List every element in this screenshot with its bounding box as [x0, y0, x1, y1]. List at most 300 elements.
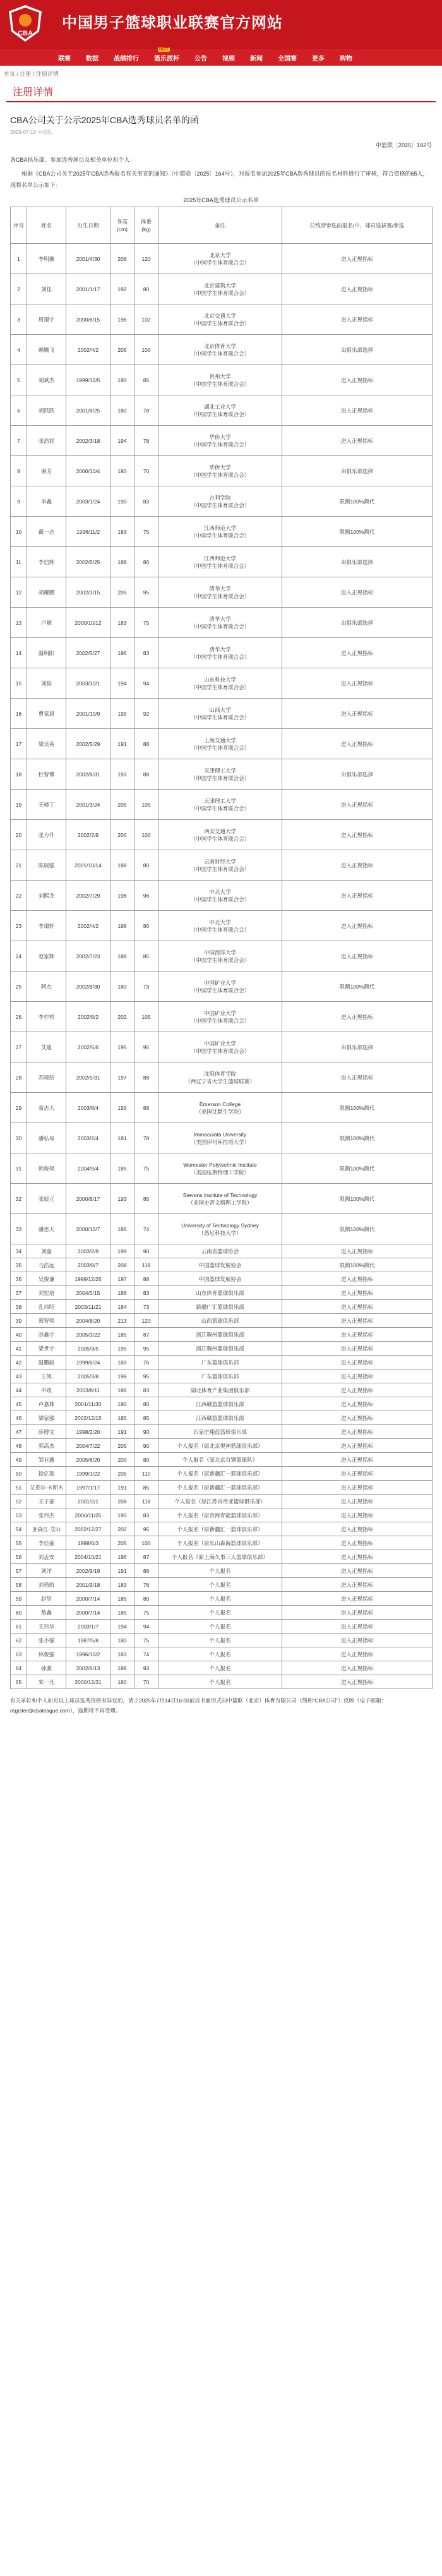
- table-cell: 卢琥: [27, 608, 66, 638]
- table-cell: 52: [11, 1495, 27, 1508]
- table-cell: 2001/9/18: [66, 1578, 110, 1592]
- greeting: 各CBA俱乐部、参加选秀球员及相关单位和个人：: [10, 157, 136, 163]
- table-row: [11, 1495, 433, 1508]
- table-cell: 个人报名（原乐山森海篮球俱乐部）: [158, 1536, 282, 1550]
- table-row: [11, 1439, 433, 1453]
- table-cell: 中国海洋大学 （中国学生体育联合会）: [158, 941, 282, 972]
- table-cell: 2002/5/31: [66, 1062, 110, 1093]
- table-cell: 限额100%额代: [282, 1153, 433, 1184]
- table-cell: 83: [134, 638, 158, 668]
- table-cell: 75: [134, 1153, 158, 1184]
- table-cell: 孙骏: [27, 1661, 66, 1675]
- table-row: [11, 820, 433, 850]
- table-cell: 2002/5/27: [66, 638, 110, 668]
- table-cell: 清华大学 （中国学生体育联合会）: [158, 577, 282, 608]
- table-cell: 2002/5/29: [66, 729, 110, 759]
- column-header: 备注: [158, 207, 282, 244]
- table-cell: 2004/7/22: [66, 1439, 110, 1453]
- table-row: [11, 1032, 433, 1062]
- table-cell: 韩俊翔: [27, 1153, 66, 1184]
- table-cell: 184: [110, 1300, 134, 1314]
- table-cell: 山东科技大学 （中国学生体育联合会）: [158, 668, 282, 699]
- table-cell: 进入正规指标: [282, 668, 433, 699]
- table-row: [11, 668, 433, 699]
- table-cell: 75: [134, 1634, 158, 1647]
- table-row: [11, 1244, 433, 1258]
- table-cell: 73: [134, 972, 158, 1002]
- table-cell: 江西师范大学 （中国学生体育联合会）: [158, 517, 282, 547]
- nav-item[interactable]: 战绩排行: [114, 55, 139, 63]
- table-cell: 65: [11, 1675, 27, 1689]
- table-cell: 88: [134, 1272, 158, 1286]
- table-cell: 清华大学 （中国学生体育联合会）: [158, 608, 282, 638]
- table-row: [11, 1606, 433, 1620]
- table-cell: 80: [134, 274, 158, 304]
- table-cell: 180: [110, 1634, 134, 1647]
- table-cell: 16: [11, 699, 27, 729]
- table-cell: 59: [11, 1592, 27, 1606]
- table-cell: 80: [134, 911, 158, 941]
- table-cell: Emerson College （美国艾默生学院）: [158, 1093, 282, 1123]
- table-cell: 185: [110, 1153, 134, 1184]
- table-cell: 11: [11, 547, 27, 577]
- table-cell: 83: [134, 1383, 158, 1397]
- table-cell: 限额100%额代: [282, 1093, 433, 1123]
- table-row: [11, 426, 433, 456]
- table-cell: 194: [110, 1620, 134, 1634]
- table-cell: 44: [11, 1383, 27, 1397]
- table-cell: 188: [110, 1286, 134, 1300]
- table-row: [11, 1620, 433, 1634]
- table-row: [11, 244, 433, 274]
- table-cell: Worcester Polytechnic Institute （美国伍斯特理工学院）: [158, 1153, 282, 1184]
- table-cell: 温鹏骏: [27, 1356, 66, 1369]
- table-cell: 个人报名: [158, 1564, 282, 1578]
- nav-item[interactable]: 视频: [222, 55, 235, 63]
- table-cell: 进入正规指标: [282, 1002, 433, 1032]
- table-cell: 进入正规指标: [282, 1564, 433, 1578]
- table-cell: 胡凯跃: [27, 395, 66, 426]
- table-cell: 个人报名: [158, 1634, 282, 1647]
- table-cell: 张力升: [27, 820, 66, 850]
- table-cell: 进入正规指标: [282, 1411, 433, 1425]
- table-cell: 183: [110, 517, 134, 547]
- table-cell: 进入正规指标: [282, 881, 433, 911]
- table-cell: 邹业鑫: [27, 1453, 66, 1467]
- table-cell: 205: [110, 790, 134, 820]
- table-cell: 80: [134, 1592, 158, 1606]
- table-cell: 61: [11, 1620, 27, 1634]
- table-cell: 1999/1/22: [66, 1467, 110, 1481]
- table-cell: 湖北工业大学 （中国学生体育联合会）: [158, 395, 282, 426]
- table-cell: 刘洋: [27, 1564, 66, 1578]
- table-cell: 90: [134, 1425, 158, 1439]
- table-cell: 120: [134, 1314, 158, 1328]
- table-cell: 个人报名（原上海久事三人篮球俱乐部）: [158, 1550, 282, 1564]
- table-cell: 6: [11, 395, 27, 426]
- table-cell: 进入正规指标: [282, 729, 433, 759]
- table-cell: 2002/6/13: [66, 1661, 110, 1675]
- table-cell: 193: [110, 1093, 134, 1123]
- table-cell: 2001/11/30: [66, 1397, 110, 1411]
- table-cell: 个人报名: [158, 1620, 282, 1634]
- table-cell: 2004/10/21: [66, 1550, 110, 1564]
- table-row: [11, 1383, 433, 1397]
- table-cell: 2001/4/30: [66, 244, 110, 274]
- table-cell: 艾迪: [27, 1032, 66, 1062]
- table-cell: 196: [110, 304, 134, 335]
- table-cell: 193: [110, 759, 134, 790]
- table-row: [11, 1300, 433, 1314]
- table-cell: 32: [11, 1184, 27, 1214]
- table-cell: 限额100%额代: [282, 972, 433, 1002]
- table-row: [11, 1397, 433, 1411]
- table-cell: 29: [11, 1093, 27, 1123]
- table-cell: 191: [110, 1564, 134, 1578]
- table-cell: 202: [110, 1002, 134, 1032]
- table-row: [11, 1123, 433, 1153]
- table-cell: 2002/4/2: [66, 911, 110, 941]
- table-cell: 195: [110, 1032, 134, 1062]
- table-cell: 88: [134, 1564, 158, 1578]
- table-cell: 贵州大学 （中国学生体育联合会）: [158, 365, 282, 395]
- table-cell: 张浩铭: [27, 426, 66, 456]
- table-row: [11, 1286, 433, 1300]
- table-cell: 由俱乐部选择: [282, 1032, 433, 1062]
- table-cell: 192: [110, 274, 134, 304]
- table-cell: 195: [110, 1342, 134, 1356]
- table-cell: 185: [110, 1411, 134, 1425]
- table-cell: 限额100%额代: [282, 1184, 433, 1214]
- table-cell: 62: [11, 1634, 27, 1647]
- table-cell: 由俱乐部选择: [282, 547, 433, 577]
- table-cell: 新疆广汇篮球俱乐部: [158, 1300, 282, 1314]
- table-row: [11, 1453, 433, 1467]
- table-cell: 进入正规指标: [282, 1286, 433, 1300]
- breadcrumb[interactable]: 首页 / 注册 / 注册详情: [4, 71, 59, 77]
- table-cell: 广东篮球俱乐部: [158, 1369, 282, 1383]
- table-cell: 进入正规指标: [282, 1578, 433, 1592]
- table-cell: 个人报名（原北京奥神篮球俱乐部）: [158, 1439, 282, 1453]
- table-cell: 196: [110, 1550, 134, 1564]
- table-cell: 87: [134, 1328, 158, 1342]
- table-row: [11, 881, 433, 911]
- table-cell: 广东篮球俱乐部: [158, 1356, 282, 1369]
- table-cell: 江西赣篮篮球俱乐部: [158, 1411, 282, 1425]
- table-cell: 188: [110, 941, 134, 972]
- table-cell: 87: [134, 1550, 158, 1564]
- table-cell: 进入正规指标: [282, 790, 433, 820]
- table-cell: 17: [11, 729, 27, 759]
- table-cell: 2001/2/1: [66, 1495, 110, 1508]
- table-cell: 95: [134, 1032, 158, 1062]
- section-title: 注册详情: [6, 79, 436, 102]
- table-cell: 48: [11, 1439, 27, 1453]
- table-cell: 个人报名: [158, 1661, 282, 1675]
- table-cell: 7: [11, 426, 27, 456]
- table-cell: 12: [11, 577, 27, 608]
- table-cell: 北京建筑大学 （中国学生体育联合会）: [158, 274, 282, 304]
- table-cell: 梁世宇: [27, 1342, 66, 1356]
- table-cell: 100: [134, 335, 158, 365]
- table-cell: 2002/2/9: [66, 820, 110, 850]
- article-date: 2025-07-10 中国队: [10, 129, 53, 135]
- table-cell: 王子豪: [27, 1495, 66, 1508]
- table-cell: 102: [134, 304, 158, 335]
- table-cell: 进入正规指标: [282, 1328, 433, 1342]
- table-cell: 李鑫: [27, 486, 66, 517]
- table-cell: 梁家强: [27, 1411, 66, 1425]
- table-cell: 胡耀鹏: [27, 577, 66, 608]
- table-cell: 40: [11, 1328, 27, 1342]
- table-cell: 进入正规指标: [282, 1592, 433, 1606]
- table-cell: 进入正规指标: [282, 941, 433, 972]
- table-cell: 186: [110, 1383, 134, 1397]
- article-title: CBA公司关于公示2025年CBA选秀球员名单的函: [10, 115, 199, 125]
- table-cell: 23: [11, 911, 27, 941]
- table-cell: Stevens Institute of Technology （美国史蒂文斯理工学院）: [158, 1184, 282, 1214]
- table-cell: 30: [11, 1123, 27, 1153]
- nav-item[interactable]: 新闻: [250, 55, 263, 63]
- table-cell: 194: [110, 668, 134, 699]
- table-cell: 2001/10/9: [66, 699, 110, 729]
- table-cell: 2000/7/14: [66, 1592, 110, 1606]
- table-cell: 100: [134, 820, 158, 850]
- cba-logo-icon[interactable]: [6, 4, 44, 43]
- table-cell: 80: [134, 850, 158, 881]
- table-cell: 2004/9/4: [66, 1153, 110, 1184]
- table-cell: 196: [110, 638, 134, 668]
- table-cell: 刘宏培: [27, 1286, 66, 1300]
- table-cell: 进入正规指标: [282, 1647, 433, 1661]
- table-cell: 85: [134, 1184, 158, 1214]
- table-row: [11, 304, 433, 335]
- table-cell: 95: [134, 1522, 158, 1536]
- table-cell: 54: [11, 1522, 27, 1536]
- table-cell: 199: [110, 1244, 134, 1258]
- table-cell: 张小强: [27, 1634, 66, 1647]
- nav-item[interactable]: 全国赛: [278, 55, 297, 63]
- table-cell: 208: [110, 244, 134, 274]
- table-cell: 41: [11, 1342, 27, 1356]
- hot-badge: HOT: [159, 47, 169, 52]
- table-cell: 64: [11, 1661, 27, 1675]
- table-cell: 李佳豪: [27, 1536, 66, 1550]
- table-cell: 云南财经大学 （中国学生体育联合会）: [158, 850, 282, 881]
- table-row: [11, 1214, 433, 1244]
- table-row: [11, 1467, 433, 1481]
- table-cell: 山东体育篮球俱乐部: [158, 1286, 282, 1300]
- table-cell: 2003/1/24: [66, 486, 110, 517]
- table-row: [11, 729, 433, 759]
- table-cell: 2000/8/17: [66, 1184, 110, 1214]
- table-cell: 4: [11, 335, 27, 365]
- table-cell: 120: [134, 244, 158, 274]
- table-cell: 由俱乐部选择: [282, 608, 433, 638]
- table-cell: 35: [11, 1258, 27, 1272]
- table-cell: 75: [134, 517, 158, 547]
- table-cell: 3: [11, 304, 27, 335]
- table-cell: 进入正规指标: [282, 1453, 433, 1467]
- table-cell: 118: [134, 1495, 158, 1508]
- table-cell: 19: [11, 790, 27, 820]
- table-cell: 1997/1/17: [66, 1481, 110, 1495]
- table-cell: 14: [11, 638, 27, 668]
- table-row: [11, 547, 433, 577]
- table-row: [11, 1425, 433, 1439]
- table-cell: 70: [134, 456, 158, 486]
- table-cell: 13: [11, 608, 27, 638]
- table-cell: 2002/8/2: [66, 1002, 110, 1032]
- nav-item[interactable]: 更多: [312, 55, 325, 63]
- table-cell: 1987/5/8: [66, 1634, 110, 1647]
- table-cell: 湖北体育产业集团俱乐部: [158, 1383, 282, 1397]
- table-cell: 进入正规指标: [282, 577, 433, 608]
- table-cell: 谢芳: [27, 456, 66, 486]
- table-cell: 183: [110, 1578, 134, 1592]
- nav-item[interactable]: 数据: [86, 55, 99, 63]
- table-cell: 200: [110, 1453, 134, 1467]
- table-cell: 进入正规指标: [282, 850, 433, 881]
- table-cell: 1996/11/2: [66, 517, 110, 547]
- table-cell: 2000/12/7: [66, 1214, 110, 1244]
- table-cell: 92: [134, 699, 158, 729]
- table-cell: 浙江稠州篮球俱乐部: [158, 1342, 282, 1356]
- table-cell: 190: [110, 1397, 134, 1411]
- table-cell: 进入正规指标: [282, 1675, 433, 1689]
- table-cell: 191: [110, 1481, 134, 1495]
- table-cell: 180: [110, 456, 134, 486]
- table-cell: 王凯: [27, 1369, 66, 1383]
- table-cell: 185: [110, 1606, 134, 1620]
- table-cell: 张伟杰: [27, 1508, 66, 1522]
- table-cell: 190: [110, 365, 134, 395]
- table-cell: 2002/7/29: [66, 881, 110, 911]
- table-cell: 105: [134, 1002, 158, 1032]
- table-cell: 中北大学 （中国学生体育联合会）: [158, 881, 282, 911]
- table-cell: 33: [11, 1214, 27, 1244]
- table-row: [11, 1369, 433, 1383]
- table-cell: 191: [110, 729, 134, 759]
- table-cell: 36: [11, 1272, 27, 1286]
- table-row: [11, 1634, 433, 1647]
- table-row: [11, 699, 433, 729]
- table-cell: 95: [134, 1369, 158, 1383]
- table-cell: 26: [11, 1002, 27, 1032]
- table-row: [11, 365, 433, 395]
- table-cell: 刘勃航: [27, 1578, 66, 1592]
- table-cell: 进入正规指标: [282, 911, 433, 941]
- table-cell: 24: [11, 941, 27, 972]
- table-row: [11, 395, 433, 426]
- table-cell: 由俱乐部选择: [282, 456, 433, 486]
- table-cell: 浙江稠州篮球俱乐部: [158, 1328, 282, 1342]
- table-cell: 58: [11, 1578, 27, 1592]
- table-row: [11, 1578, 433, 1592]
- table-cell: 27: [11, 1032, 27, 1062]
- table-row: [11, 1062, 433, 1093]
- nav-item[interactable]: 公告: [194, 55, 207, 63]
- table-cell: 180: [110, 1675, 134, 1689]
- table-cell: 86: [134, 547, 158, 577]
- nav-item[interactable]: 篮乐派杯 HOT: [154, 47, 179, 63]
- table-cell: 110: [134, 1467, 158, 1481]
- table-row: [11, 1328, 433, 1342]
- table-cell: 73: [134, 1300, 158, 1314]
- table-cell: 中国矿业大学 （中国学生体育联合会）: [158, 1002, 282, 1032]
- table-cell: 80: [134, 1397, 158, 1411]
- table-cell: 艾麦尔·卡斯木: [27, 1481, 66, 1495]
- table-row: [11, 486, 433, 517]
- column-header: 身高(cm): [110, 207, 134, 244]
- table-cell: 5: [11, 365, 27, 395]
- table-cell: 进入正规指标: [282, 1467, 433, 1481]
- table-cell: 90: [134, 1244, 158, 1258]
- table-row: [11, 638, 433, 668]
- table-cell: 2003/2/9: [66, 1244, 110, 1258]
- table-cell: 22: [11, 881, 27, 911]
- table-cell: 梁吴英: [27, 729, 66, 759]
- table-cell: 张辰元: [27, 1184, 66, 1214]
- table-cell: 个人报名（原新疆汇一篮球俱乐部）: [158, 1522, 282, 1536]
- table-cell: 苏琦绍: [27, 1062, 66, 1093]
- table-cell: 2000/6/15: [66, 304, 110, 335]
- table-cell: 188: [110, 850, 134, 881]
- table-cell: 2003/11/21: [66, 1300, 110, 1314]
- table-cell: 1: [11, 244, 27, 274]
- table-row: [11, 1550, 433, 1564]
- table-cell: 1998/2/20: [66, 1425, 110, 1439]
- table-cell: 78: [134, 395, 158, 426]
- table-cell: 76: [134, 1356, 158, 1369]
- table-cell: 进入正规指标: [282, 1495, 433, 1508]
- table-cell: 天津理工大学 （中国学生体育联合会）: [158, 759, 282, 790]
- table-row: [11, 456, 433, 486]
- table-cell: 180: [110, 395, 134, 426]
- table-cell: 进入正规指标: [282, 1508, 433, 1522]
- table-cell: 2002/8/31: [66, 759, 110, 790]
- table-cell: 95: [134, 1342, 158, 1356]
- table-row: [11, 1093, 433, 1123]
- table-cell: 1999/6/24: [66, 1356, 110, 1369]
- table-cell: 188: [110, 547, 134, 577]
- table-cell: 196: [110, 881, 134, 911]
- table-cell: 进入正规指标: [282, 1606, 433, 1620]
- table-cell: 2001/1/17: [66, 274, 110, 304]
- nav-item[interactable]: 联赛: [58, 55, 71, 63]
- table-cell: 刘孟安: [27, 1550, 66, 1564]
- table-cell: 进入正规指标: [282, 1383, 433, 1397]
- table-cell: 中国篮球发展协会: [158, 1258, 282, 1272]
- table-cell: 云南省篮球协会: [158, 1244, 282, 1258]
- table-cell: 胡斌杰: [27, 365, 66, 395]
- table-row: [11, 1356, 433, 1369]
- table-cell: 75: [134, 1606, 158, 1620]
- table-cell: 90: [134, 1439, 158, 1453]
- table-cell: 林俊强: [27, 1647, 66, 1661]
- table-cell: 赖腾飞: [27, 335, 66, 365]
- nav-item[interactable]: 购物: [340, 55, 352, 63]
- table-cell: 83: [134, 1508, 158, 1522]
- table-cell: 51: [11, 1481, 27, 1495]
- table-cell: 西安交通大学 （中国学生体育联合会）: [158, 820, 282, 850]
- table-cell: 95: [134, 577, 158, 608]
- table-cell: 198: [110, 911, 134, 941]
- table-cell: 进入正规指标: [282, 1536, 433, 1550]
- table-cell: 李亦哲: [27, 1002, 66, 1032]
- table-cell: University of Technology Sydney （悉尼科技大学）: [158, 1214, 282, 1244]
- table-cell: 限额100%额代: [282, 1214, 433, 1244]
